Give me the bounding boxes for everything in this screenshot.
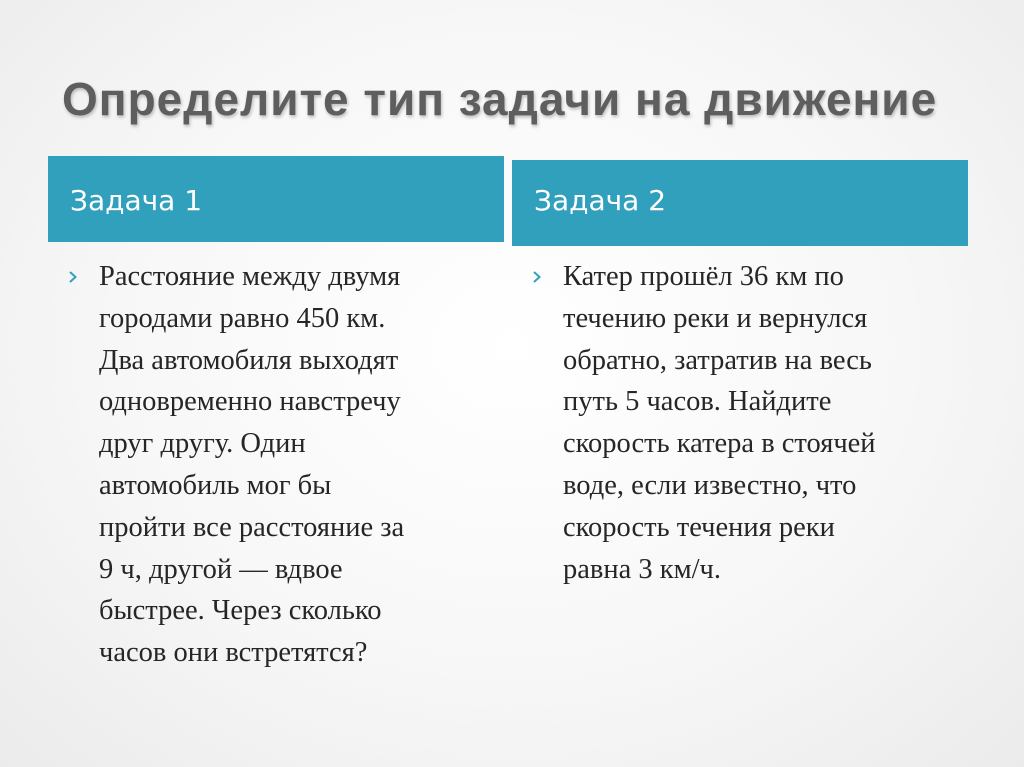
task-2-body: [530, 256, 950, 590]
chevron-right-icon: [530, 256, 544, 297]
task-2-header: [512, 160, 968, 246]
task-1-header: [48, 156, 504, 242]
chevron-right-icon: [66, 256, 80, 297]
task-2-text: Катер прошёл 36 км по течению реки и вернулся обратно, затратив на весь путь 5 часов. Найдите скорость катера в стоячей воде, если известно, что скорость течения реки равна 3 км/ч.: [563, 261, 876, 585]
task-1-body: [66, 256, 486, 674]
task-2-label: Задача 2: [534, 183, 667, 217]
task-1-label: Задача 1: [70, 184, 203, 217]
task-1-text: Расстояние между двумя городами равно 450 км. Два автомобиля выходят одновременно навстречу друг другу. Один автомобиль мог бы пройти все расстояние за 9 ч, другой — вдвое быстрее. Через сколько часов они встретятся?: [99, 261, 405, 669]
slide-title: Определите тип задачи на движение: [62, 73, 938, 125]
